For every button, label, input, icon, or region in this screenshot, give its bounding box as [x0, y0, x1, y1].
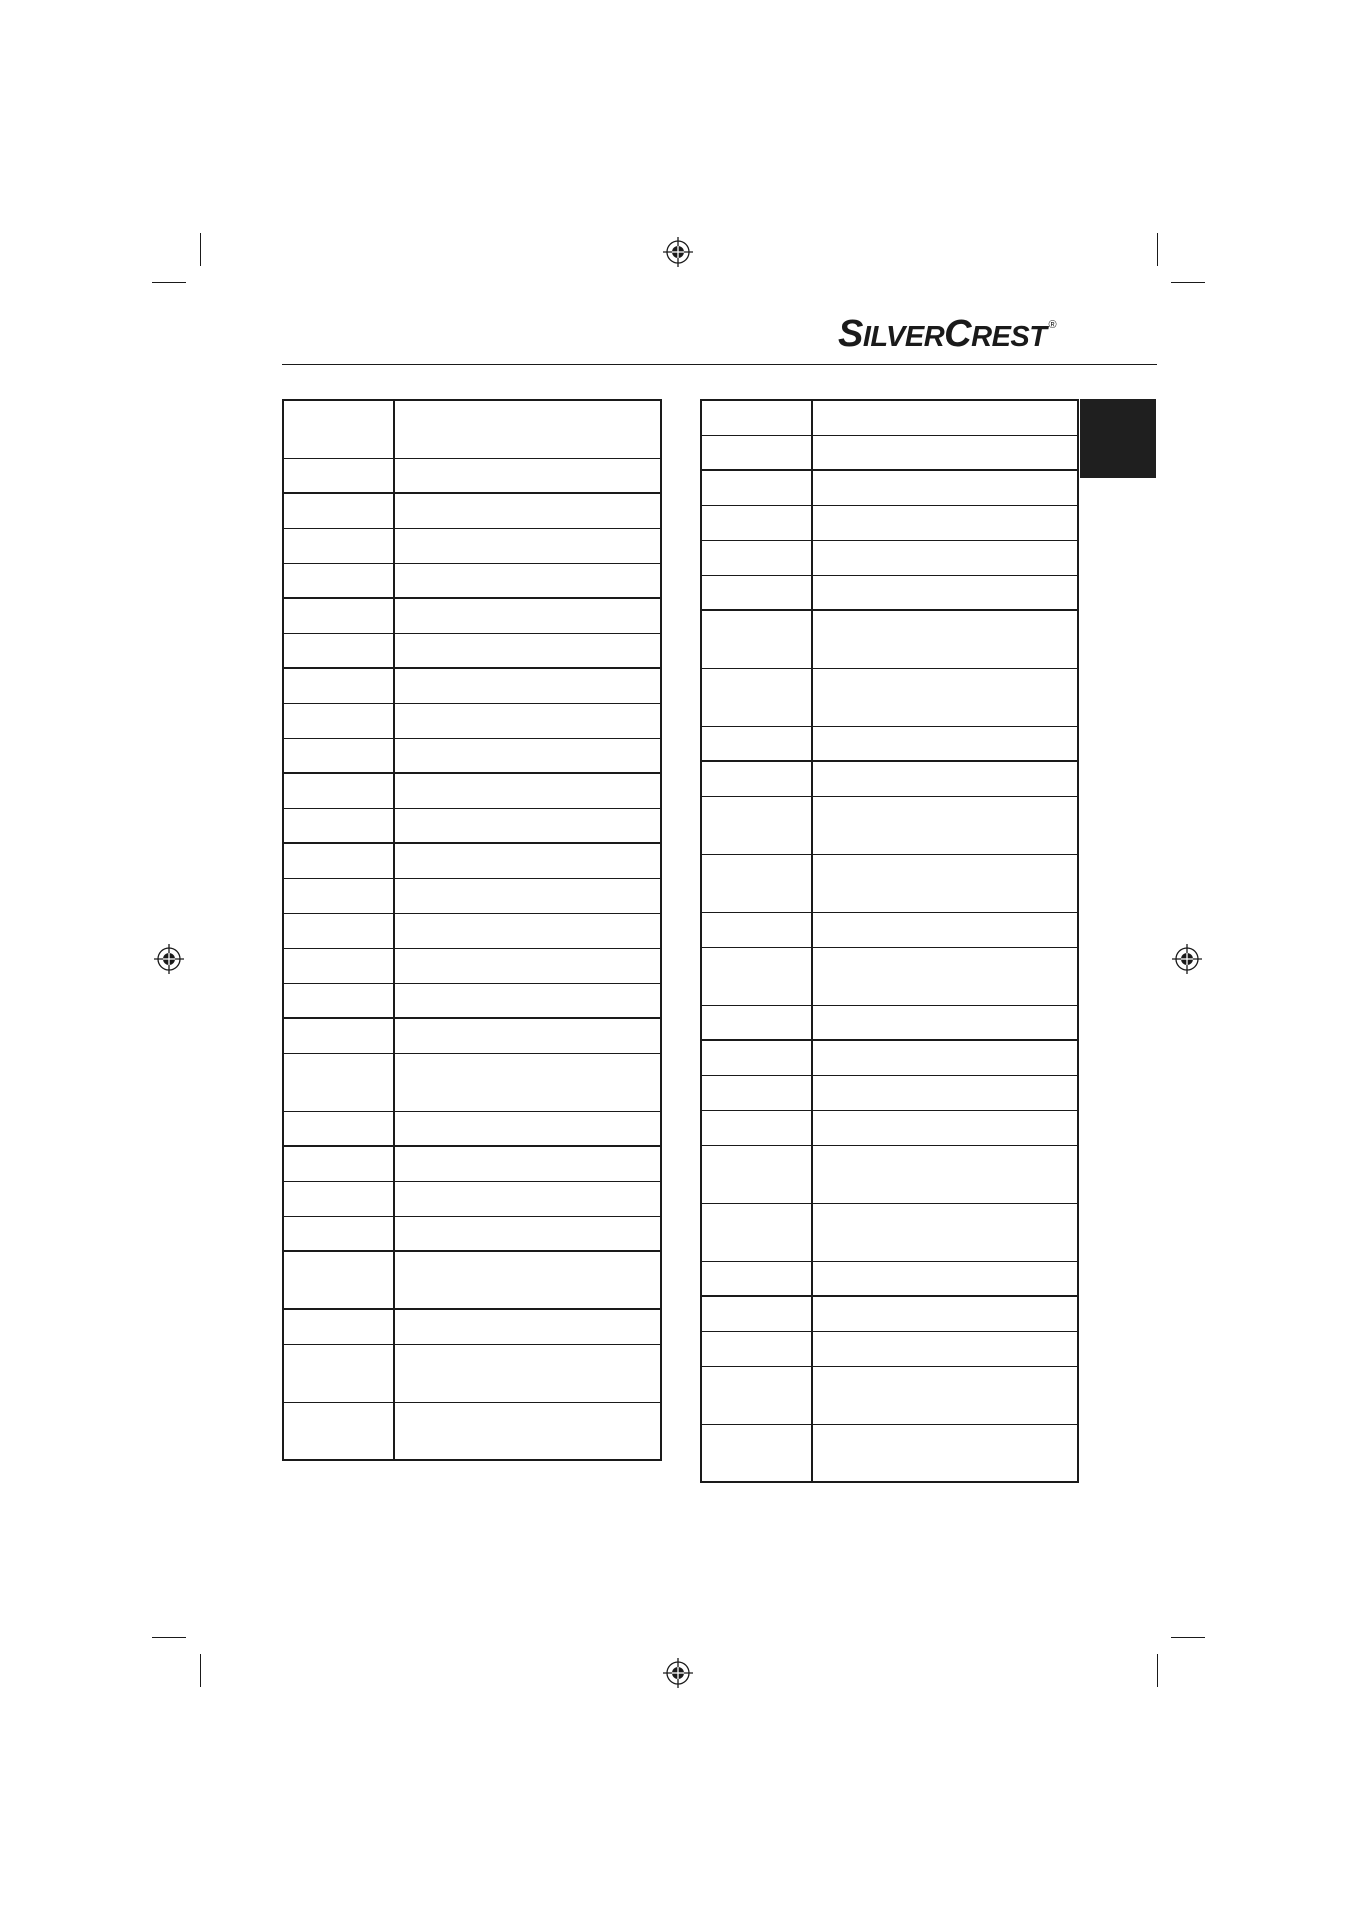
table-cell-value	[394, 493, 661, 528]
table-row	[701, 1110, 1078, 1145]
table-cell-label	[701, 470, 812, 505]
table-cell-label	[283, 843, 394, 878]
table-row	[283, 738, 661, 773]
table-row	[701, 1261, 1078, 1296]
table-cell-value	[394, 983, 661, 1018]
table-cell-label	[283, 738, 394, 773]
table-row	[701, 912, 1078, 947]
table-cell-value	[394, 878, 661, 913]
table-row	[701, 1296, 1078, 1331]
table-cell-value	[812, 761, 1078, 796]
brand-logo: SILVERCREST ®	[838, 313, 1057, 355]
table-cell-label	[701, 912, 812, 947]
table-cell-value	[812, 610, 1078, 668]
table-row	[283, 598, 661, 633]
table-cell-value	[394, 1018, 661, 1053]
table-cell-label	[701, 1110, 812, 1145]
table-cell-label	[283, 878, 394, 913]
table-cell-value	[394, 1251, 661, 1309]
table-cell-label	[283, 808, 394, 843]
table-row	[283, 1111, 661, 1146]
table-cell-label	[701, 1075, 812, 1110]
table-cell-value	[812, 1331, 1078, 1366]
table-row	[283, 528, 661, 563]
table-cell-label	[283, 703, 394, 738]
table-cell-value	[812, 796, 1078, 854]
table-cell-value	[394, 1344, 661, 1402]
table-cell-label	[283, 493, 394, 528]
table-cell-value	[394, 563, 661, 598]
table-cell-label	[701, 1145, 812, 1203]
table-cell-label	[701, 610, 812, 668]
table-row	[701, 435, 1078, 470]
table-cell-label	[283, 1216, 394, 1251]
table-row	[283, 878, 661, 913]
table-cell-value	[394, 948, 661, 983]
table-cell-value	[812, 435, 1078, 470]
table-cell-label	[701, 726, 812, 761]
table-row	[283, 1216, 661, 1251]
table-cell-value	[812, 1040, 1078, 1075]
table-cell-value	[394, 1111, 661, 1146]
table-row	[283, 493, 661, 528]
table-cell-value	[394, 528, 661, 563]
table-cell-value	[812, 400, 1078, 435]
table-cell-value	[812, 505, 1078, 540]
table-cell-label	[283, 1402, 394, 1460]
table-cell-label	[701, 1040, 812, 1075]
table-cell-value	[394, 598, 661, 633]
table-cell-value	[812, 575, 1078, 610]
table-cell-value	[394, 1309, 661, 1344]
table-cell-label	[701, 400, 812, 435]
registered-mark: ®	[1048, 319, 1057, 331]
table-row	[701, 540, 1078, 575]
table-row	[701, 505, 1078, 540]
table-row	[283, 703, 661, 738]
table-cell-label	[283, 1018, 394, 1053]
table-row	[283, 913, 661, 948]
table-cell-label	[701, 1203, 812, 1261]
table-cell-label	[283, 913, 394, 948]
table-cell-value	[812, 854, 1078, 912]
table-cell-value	[394, 1402, 661, 1460]
table-cell-value	[812, 540, 1078, 575]
table-cell-label	[701, 435, 812, 470]
table-cell-value	[394, 773, 661, 808]
table-cell-value	[394, 1181, 661, 1216]
table-cell-value	[394, 400, 661, 458]
table-row	[283, 948, 661, 983]
table-cell-label	[283, 400, 394, 458]
table-row	[701, 761, 1078, 796]
table-cell-value	[812, 1424, 1078, 1482]
crop-mark-bottom-right-vertical	[1157, 1654, 1158, 1687]
table-cell-value	[394, 1146, 661, 1181]
table-cell-value	[394, 458, 661, 493]
table-cell-label	[283, 633, 394, 668]
table-row	[701, 470, 1078, 505]
table-row	[283, 1344, 661, 1402]
table-cell-value	[812, 912, 1078, 947]
table-row	[701, 668, 1078, 726]
table-row	[701, 1145, 1078, 1203]
registration-mark-bottom-icon	[663, 1658, 693, 1688]
table-cell-label	[701, 668, 812, 726]
table-row	[283, 400, 661, 458]
table-cell-label	[701, 505, 812, 540]
table-row	[701, 1366, 1078, 1424]
table-cell-label	[283, 458, 394, 493]
table-row	[283, 1053, 661, 1111]
crop-mark-top-left-vertical	[200, 233, 201, 266]
table-row	[701, 947, 1078, 1005]
table-cell-value	[394, 633, 661, 668]
left-table	[282, 399, 662, 1461]
crop-mark-top-right-horizontal	[1171, 282, 1205, 283]
table-cell-label	[701, 1005, 812, 1040]
table-row	[701, 1331, 1078, 1366]
table-cell-label	[701, 575, 812, 610]
table-cell-value	[812, 1203, 1078, 1261]
header-rule	[282, 364, 1157, 365]
table-row	[283, 563, 661, 598]
table-row	[283, 633, 661, 668]
table-row	[701, 1075, 1078, 1110]
table-cell-value	[394, 913, 661, 948]
table-cell-label	[283, 948, 394, 983]
table-cell-label	[701, 761, 812, 796]
table-cell-value	[812, 1110, 1078, 1145]
table-row	[283, 668, 661, 703]
table-cell-label	[283, 1146, 394, 1181]
table-row	[283, 843, 661, 878]
table-cell-label	[283, 1309, 394, 1344]
table-cell-label	[701, 796, 812, 854]
crop-mark-bottom-right-horizontal	[1171, 1637, 1205, 1638]
table-cell-value	[394, 808, 661, 843]
table-row	[701, 1424, 1078, 1482]
table-cell-label	[283, 773, 394, 808]
table-row	[701, 575, 1078, 610]
table-row	[701, 610, 1078, 668]
table-cell-value	[812, 947, 1078, 1005]
table-cell-label	[283, 983, 394, 1018]
table-cell-label	[701, 1261, 812, 1296]
table-cell-label	[283, 1181, 394, 1216]
table-row	[283, 1251, 661, 1309]
table-row	[283, 1402, 661, 1460]
table-row	[701, 400, 1078, 435]
crop-mark-bottom-left-horizontal	[152, 1637, 186, 1638]
table-cell-value	[812, 1005, 1078, 1040]
table-cell-label	[283, 1251, 394, 1309]
table-row	[283, 1309, 661, 1344]
registration-mark-right-icon	[1172, 944, 1202, 974]
table-cell-value	[812, 668, 1078, 726]
crop-mark-top-left-horizontal	[152, 282, 186, 283]
registration-mark-top-icon	[663, 237, 693, 267]
table-row	[283, 773, 661, 808]
table-row	[701, 796, 1078, 854]
table-cell-label	[701, 1424, 812, 1482]
table-row	[701, 1203, 1078, 1261]
registration-mark-left-icon	[154, 944, 184, 974]
crop-mark-bottom-left-vertical	[200, 1654, 201, 1687]
table-cell-label	[283, 563, 394, 598]
table-cell-value	[394, 738, 661, 773]
table-cell-label	[701, 1331, 812, 1366]
table-cell-label	[701, 540, 812, 575]
table-row	[283, 1018, 661, 1053]
table-cell-value	[812, 1366, 1078, 1424]
table-cell-label	[283, 528, 394, 563]
table-cell-label	[701, 1366, 812, 1424]
right-table	[700, 399, 1079, 1483]
crop-mark-top-right-vertical	[1157, 233, 1158, 266]
table-cell-value	[812, 1145, 1078, 1203]
table-row	[283, 1181, 661, 1216]
table-cell-value	[394, 1053, 661, 1111]
table-cell-label	[283, 668, 394, 703]
table-cell-value	[394, 1216, 661, 1251]
table-cell-value	[812, 726, 1078, 761]
table-cell-value	[812, 1296, 1078, 1331]
table-cell-label	[701, 947, 812, 1005]
table-row	[701, 726, 1078, 761]
table-cell-label	[701, 1296, 812, 1331]
section-tab	[1080, 399, 1156, 478]
table-cell-label	[283, 598, 394, 633]
table-row	[283, 1146, 661, 1181]
table-cell-value	[394, 843, 661, 878]
table-row	[701, 854, 1078, 912]
table-cell-label	[283, 1053, 394, 1111]
table-cell-label	[701, 854, 812, 912]
table-cell-value	[394, 668, 661, 703]
table-row	[701, 1005, 1078, 1040]
table-cell-value	[812, 470, 1078, 505]
table-cell-label	[283, 1111, 394, 1146]
table-row	[283, 808, 661, 843]
table-cell-value	[394, 703, 661, 738]
table-row	[283, 458, 661, 493]
table-cell-value	[812, 1261, 1078, 1296]
table-cell-label	[283, 1344, 394, 1402]
table-row	[701, 1040, 1078, 1075]
table-row	[283, 983, 661, 1018]
table-cell-value	[812, 1075, 1078, 1110]
